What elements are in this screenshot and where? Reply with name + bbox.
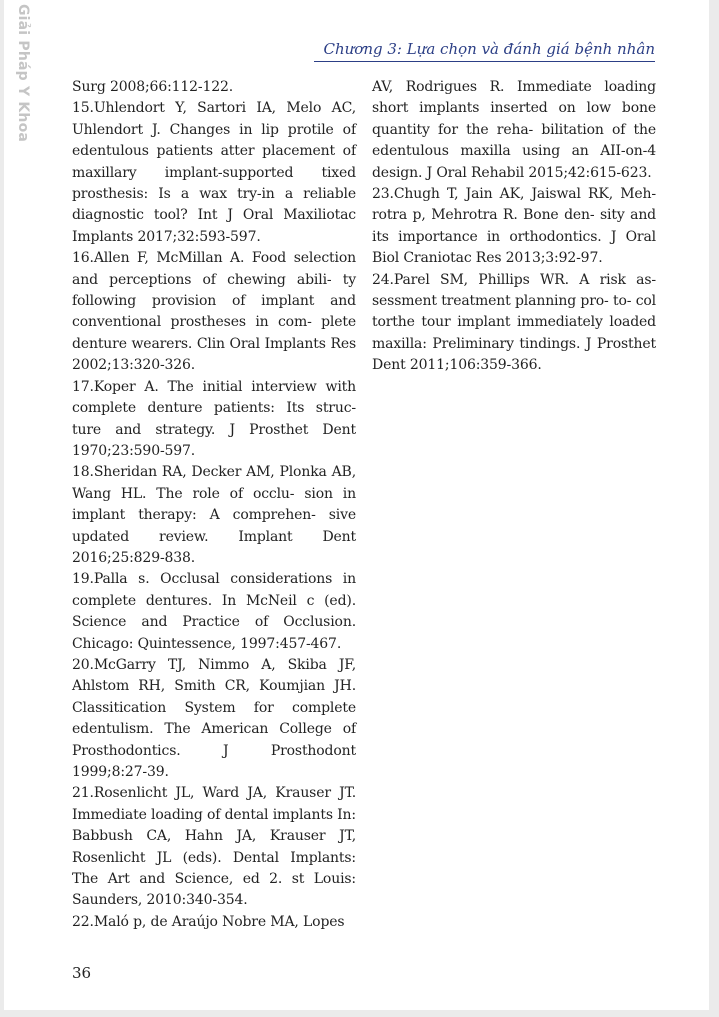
side-brand-label <box>4 3 42 143</box>
chapter-header <box>314 39 655 62</box>
reference-item: 19.Palla s. Occlusal considerations in complete dentures. In McNeil c (ed). Science and Practice of Occlusion. Chicago: Quintessence, 1997:457-467. <box>72 571 356 652</box>
page-number: 36 <box>72 964 92 982</box>
reference-item: 20.McGarry TJ, Nimmo A, Skiba JF, Ahlstom RH, Smith CR, Koumjian JH. Classitication System for complete edentulism. The American College of Prosthodontics. J Prosthodont 1999;8:27-39. <box>72 656 356 780</box>
references-right-column <box>372 77 656 377</box>
reference-item: 17.Koper A. The initial interview with complete denture patients: Its struc- ture and strategy. J Prosthet Dent 1970;23:590-597. <box>72 378 356 459</box>
reference-item: AV, Rodrigues R. Immediate loading short implants inserted on low bone quantity for the reha- bilitation of the edentulous maxilla using an AII-on-4 design. J Oral Rehabil 2015;42:615-623. <box>372 79 656 181</box>
references-left-column <box>72 77 356 933</box>
document-page <box>4 0 709 1010</box>
reference-item: 21.Rosenlicht JL, Ward JA, Krauser JT. Immediate loading of dental implants In: Babbush CA, Hahn JA, Krauser JT, Rosenlicht JL (eds). Dental Implants: The Art and Science, ed 2. st Louis: Saunders, 2010:340-354. <box>72 785 356 909</box>
reference-item: 22.Maló p, de Araújo Nobre MA, Lopes <box>72 913 345 930</box>
reference-item: 23.Chugh T, Jain AK, Jaiswal RK, Meh- rotra p, Mehrotra R. Bone den- sity and its importance in orthodontics. J Oral Biol Craniotac Res 2013;3:92-97. <box>372 186 656 267</box>
reference-item: 18.Sheridan RA, Decker AM, Plonka AB, Wang HL. The role of occlu- sion in implant therapy: A comprehen- sive updated review. Implant Dent 2016;25:829-838. <box>72 464 356 566</box>
side-brand-text: Giải Pháp Y Khoa <box>15 3 31 143</box>
reference-item: Surg 2008;66:112-122. <box>72 79 234 95</box>
chapter-title: Chương 3: Lựa chọn và đánh giá bệnh nhân <box>323 40 655 58</box>
reference-item: 16.Allen F, McMillan A. Food selection and perceptions of chewing abili- ty following provision of implant and conventional prostheses in com- plete denture wearers. Clin Oral Implants Res 2002;13:320-326. <box>72 250 356 374</box>
reference-item: 15.Uhlendort Y, Sartori IA, Melo AC, Uhlendort J. Changes in lip protile of edentulous patients atter placement of maxillary implant-supported tixed prosthesis: Is a wax try-in a reliable diagnostic tool? Int J Oral Maxiliotac Implants 2017;32:593-597. <box>72 100 356 245</box>
reference-item: 24.Parel SM, Phillips WR. A risk as- sessment treatment planning pro- to- col torthe tour implant immediately loaded maxilla: Preliminary tindings. J Prosthet Dent 2011;106:359-366. <box>372 271 656 374</box>
